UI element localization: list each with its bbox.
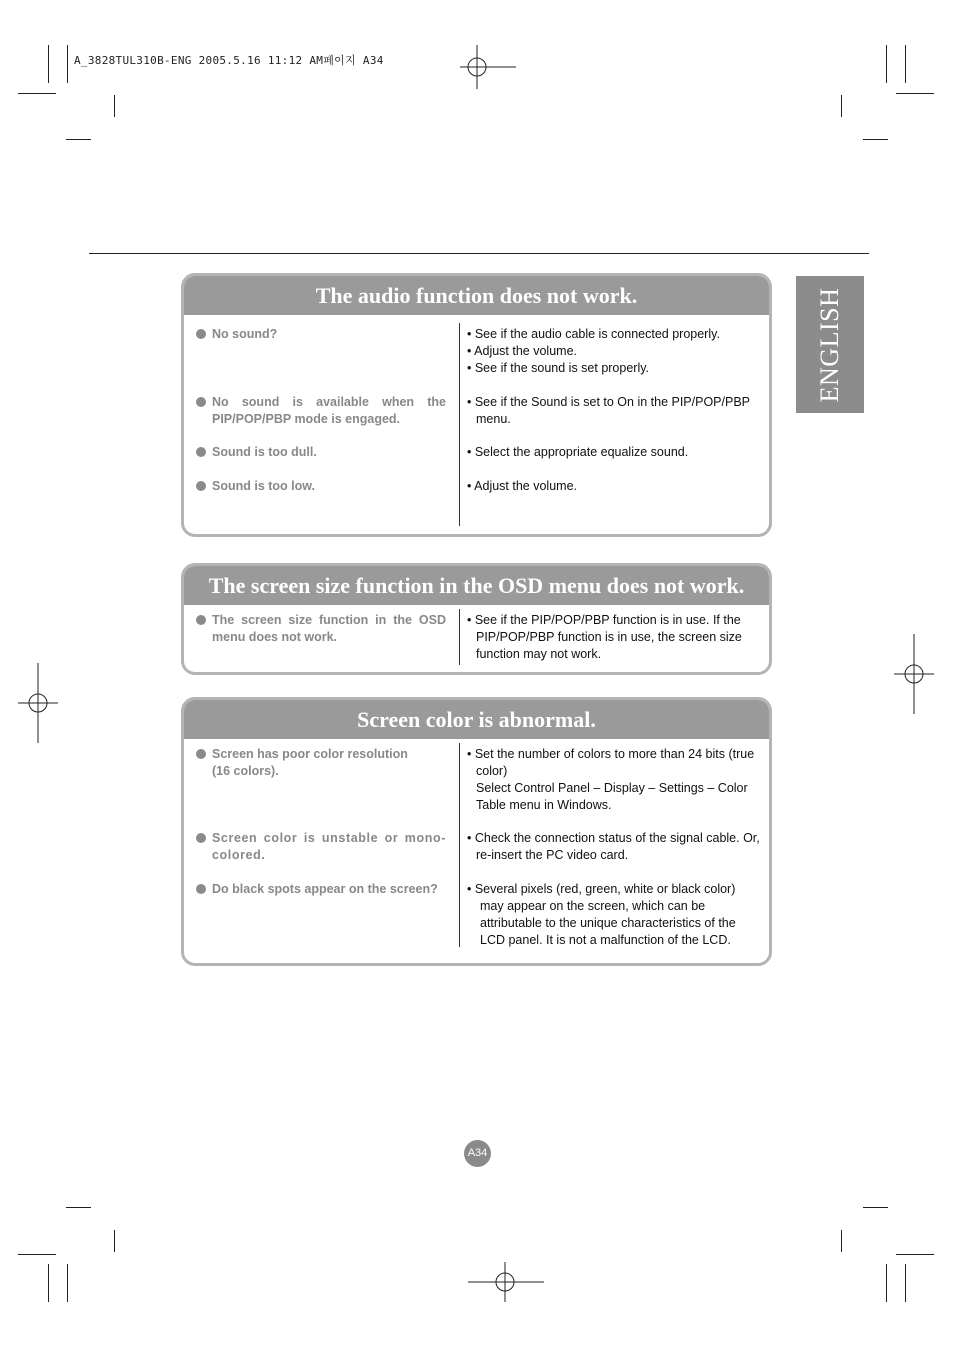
crop-mark bbox=[863, 139, 888, 140]
answer bbox=[467, 326, 767, 377]
file-stamp: A_3828TUL310B-ENG 2005.5.16 11:12 AM페이지 A34 bbox=[74, 54, 384, 67]
answer-line: • See if the PIP/POP/PBP function is in use. If the PIP/POP/PBP function is in use, the screen size function may not work. bbox=[467, 613, 742, 661]
registration-mark-icon bbox=[894, 634, 934, 714]
bullet-icon bbox=[196, 884, 206, 894]
question-text: Screen has poor color resolution (16 colors). bbox=[212, 747, 408, 778]
answer bbox=[467, 444, 767, 461]
section-screen-size bbox=[181, 563, 772, 675]
crop-mark bbox=[48, 45, 49, 83]
answer-line: • See if the Sound is set to On in the PIP/POP/PBP menu. bbox=[467, 395, 750, 426]
bullet-icon bbox=[196, 615, 206, 625]
question-text: No sound is available when the PIP/POP/PBP mode is engaged. bbox=[212, 395, 446, 426]
answer-line: • Set the number of colors to more than 24 bits (true color) bbox=[467, 747, 755, 778]
question bbox=[196, 478, 446, 495]
section-title: The screen size function in the OSD menu does not work. bbox=[184, 566, 769, 605]
crop-mark bbox=[48, 1264, 49, 1302]
crop-mark bbox=[18, 93, 56, 94]
answer-line: • Adjust the volume. bbox=[467, 479, 577, 493]
question bbox=[196, 394, 446, 428]
answer-line: • See if the audio cable is connected properly. bbox=[467, 327, 720, 341]
section-screen-color bbox=[181, 697, 772, 966]
bullet-icon bbox=[196, 397, 206, 407]
answer-line: • Several pixels (red, green, white or black color) may appear on the screen, which can be attributable to the unique characteristics of the LCD panel. It is not a malfunction of the LCD. bbox=[467, 882, 736, 947]
answer bbox=[467, 881, 752, 949]
crop-mark bbox=[886, 45, 887, 83]
crop-mark bbox=[67, 1264, 68, 1302]
registration-mark-icon bbox=[468, 1262, 544, 1302]
crop-mark bbox=[66, 1207, 91, 1208]
answer bbox=[467, 612, 767, 663]
question-text: Do black spots appear on the screen? bbox=[212, 882, 438, 896]
crop-mark bbox=[863, 1207, 888, 1208]
crop-mark bbox=[67, 45, 68, 83]
question-text: Sound is too low. bbox=[212, 479, 315, 493]
question-text: Sound is too dull. bbox=[212, 445, 317, 459]
crop-mark bbox=[114, 95, 115, 117]
bullet-icon bbox=[196, 833, 206, 843]
bullet-icon bbox=[196, 749, 206, 759]
language-tab bbox=[796, 276, 864, 413]
bullet-icon bbox=[196, 481, 206, 491]
registration-mark-icon bbox=[460, 45, 516, 89]
answer-line: Select Control Panel – Display – Settings – Color Table menu in Windows. bbox=[476, 781, 748, 812]
page-number: A34 bbox=[464, 1140, 491, 1167]
crop-mark bbox=[896, 93, 934, 94]
question bbox=[196, 612, 446, 646]
answer bbox=[467, 830, 767, 864]
answer bbox=[467, 746, 767, 814]
section-title: Screen color is abnormal. bbox=[184, 700, 769, 739]
crop-mark bbox=[66, 139, 91, 140]
column-divider bbox=[459, 743, 460, 947]
answer-line: • Select the appropriate equalize sound. bbox=[467, 445, 689, 459]
question bbox=[196, 444, 446, 461]
section-audio bbox=[181, 273, 772, 537]
column-divider bbox=[459, 323, 460, 526]
bullet-icon bbox=[196, 329, 206, 339]
question-text: No sound? bbox=[212, 327, 278, 341]
crop-mark bbox=[18, 1254, 56, 1255]
question bbox=[196, 326, 446, 343]
answer bbox=[467, 478, 767, 495]
question-text: Screen color is unstable or mono-colored. bbox=[212, 831, 446, 862]
question bbox=[196, 746, 446, 780]
question bbox=[196, 881, 446, 898]
answer bbox=[467, 394, 767, 428]
registration-mark-icon bbox=[18, 663, 58, 743]
answer-line: • Adjust the volume. bbox=[467, 344, 577, 358]
crop-mark bbox=[114, 1230, 115, 1252]
question-text: The screen size function in the OSD menu does not work. bbox=[212, 613, 446, 644]
language-tab-label: ENGLISH bbox=[815, 287, 844, 402]
question bbox=[196, 830, 446, 864]
answer-line: • See if the sound is set properly. bbox=[467, 361, 650, 375]
crop-mark bbox=[905, 1264, 906, 1302]
answer-line: • Check the connection status of the signal cable. Or, re-insert the PC video card. bbox=[467, 831, 760, 862]
crop-mark bbox=[886, 1264, 887, 1302]
top-rule bbox=[89, 253, 869, 254]
crop-mark bbox=[841, 1230, 842, 1252]
crop-mark bbox=[896, 1254, 934, 1255]
bullet-icon bbox=[196, 447, 206, 457]
section-title: The audio function does not work. bbox=[184, 276, 769, 315]
crop-mark bbox=[841, 95, 842, 117]
crop-mark bbox=[905, 45, 906, 83]
column-divider bbox=[459, 609, 460, 665]
